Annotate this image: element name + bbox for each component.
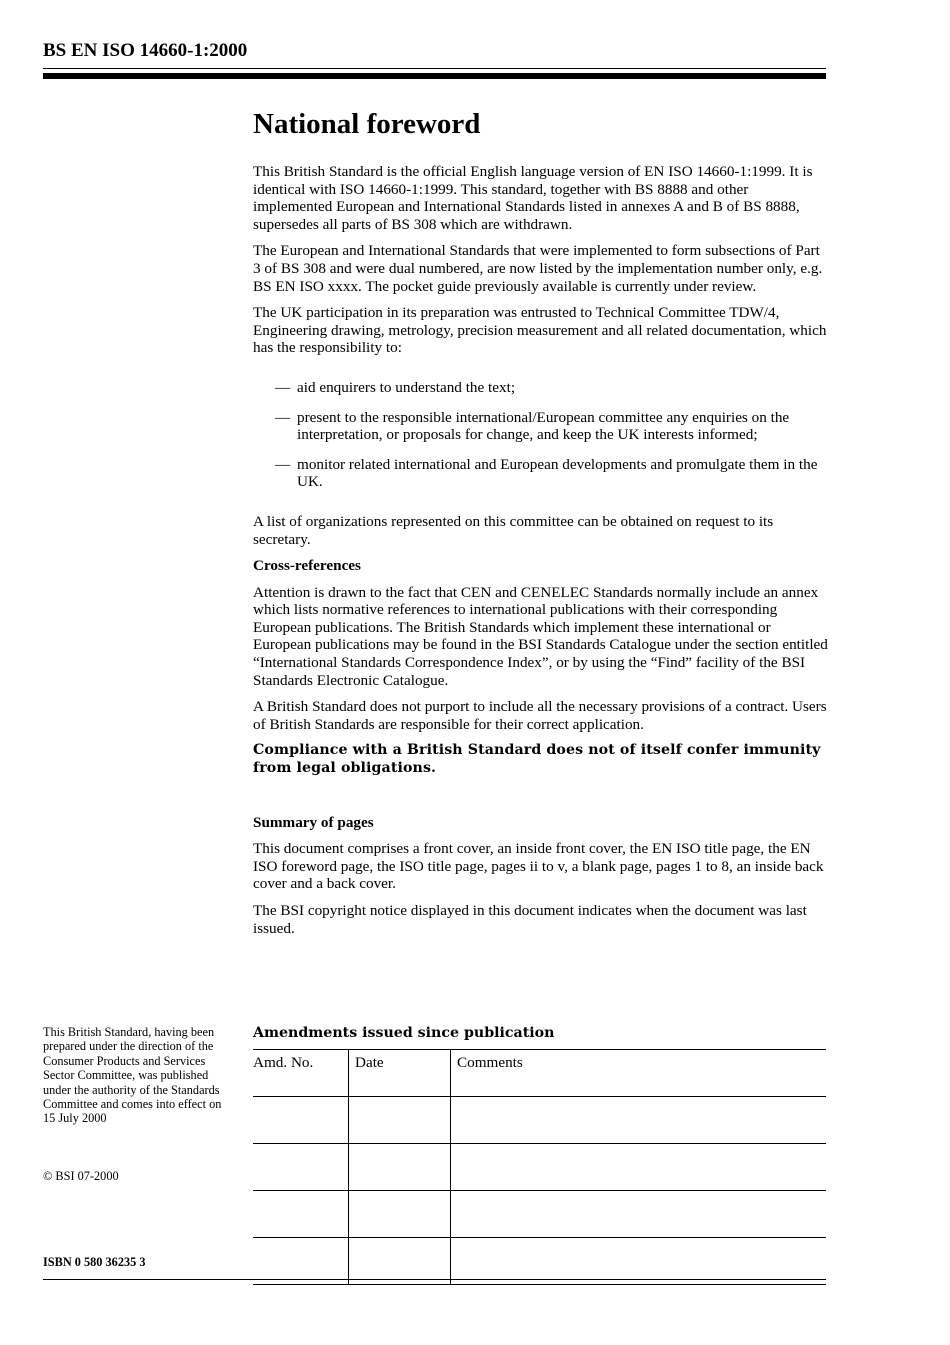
- document-id-header: BS EN ISO 14660-1:2000: [43, 40, 248, 61]
- table-cell: [253, 1191, 349, 1238]
- table-header-row: [253, 1050, 826, 1097]
- isbn: ISBN 0 580 36235 3: [43, 1255, 146, 1269]
- paragraph-organizations: A list of organizations represented on this committee can be obtained on request to its secretary.: [253, 512, 774, 548]
- table-cell: [349, 1097, 451, 1144]
- table-cell: [349, 1191, 451, 1238]
- table-cell: [253, 1097, 349, 1144]
- list-item-text: aid enquirers to understand the text;: [297, 378, 516, 396]
- dash-bullet: —: [275, 455, 291, 473]
- paragraph-dual-numbered: The European and International Standards that were implemented to form subsections of Part 3 of BS 308 and were dual numbered, are now listed by the implementation number only, e.g. BS EN ISO xxxx. The pocket guide previously available is currently under review.: [253, 242, 823, 295]
- list-item: [253, 379, 828, 397]
- copyright-notice: © BSI 07-2000: [43, 1169, 119, 1183]
- paragraph-provisions: A British Standard does not purport to include all the necessary provisions of a contract. Users of British Standards are responsible for their correct application.: [253, 698, 827, 733]
- table-row: [253, 1097, 826, 1144]
- amendments-table: [253, 1049, 826, 1285]
- dash-bullet: —: [275, 378, 291, 396]
- paragraph-summary: This document comprises a front cover, an inside front cover, the EN ISO title page, the EN ISO foreword page, the ISO title page, pages ii to v, a blank page, pages 1 to 8, an inside back cover and a back cover.: [253, 840, 824, 893]
- amendments-section: [253, 1024, 826, 1285]
- paragraph-committee: The UK participation in its preparation was entrusted to Technical Committee TDW/4, Engineering drawing, metrology, precision measurement and all related documentation, which has the responsibility to:: [253, 304, 827, 357]
- footer-rule: [43, 1279, 826, 1280]
- dash-bullet: —: [275, 408, 291, 426]
- compliance-statement: Compliance with a British Standard does not of itself confer immunity from legal obligations.: [253, 742, 821, 777]
- table-row: [253, 1238, 826, 1285]
- main-content: [253, 107, 828, 946]
- responsibility-list: [253, 379, 828, 491]
- header-rule-thick: [43, 73, 826, 79]
- header-rule-thin: [43, 68, 826, 69]
- table-row: [253, 1191, 826, 1238]
- table-row: [253, 1144, 826, 1191]
- summary-of-pages-heading: Summary of pages: [253, 813, 374, 831]
- cross-references-heading: Cross-references: [253, 557, 361, 575]
- table-cell: [451, 1238, 827, 1285]
- table-cell: [349, 1144, 451, 1191]
- column-header-date: Date: [349, 1050, 451, 1097]
- publication-note: This British Standard, having been prepared under the direction of the Consumer Products and Services Sector Committee, was published under the authority of the Standards Committee and comes into effect on 15 July 2000: [43, 1025, 222, 1126]
- list-item: [253, 409, 828, 444]
- column-header-comments: Comments: [451, 1050, 827, 1097]
- column-header-amd-no: Amd. No.: [253, 1050, 349, 1097]
- list-item-text: present to the responsible international/European committee any enquiries on the interpretation, or proposals for change, and keep the UK interests informed;: [297, 408, 790, 444]
- spacer: [253, 787, 828, 814]
- table-cell: [451, 1097, 827, 1144]
- paragraph-intro: This British Standard is the official English language version of EN ISO 14660-1:1999. It is identical with ISO 14660-1:1999. This standard, together with BS 8888 and other implemented European and International Standards listed in annexes A and B of BS 8888, supersedes all parts of BS 308 which are withdrawn.: [253, 163, 813, 233]
- table-cell: [451, 1144, 827, 1191]
- table-cell: [451, 1191, 827, 1238]
- list-item: [253, 456, 828, 491]
- page-title: National foreword: [253, 108, 481, 140]
- table-cell: [253, 1144, 349, 1191]
- list-item-text: monitor related international and European developments and promulgate them in the UK.: [297, 455, 818, 491]
- table-cell: [349, 1238, 451, 1285]
- amendments-title: Amendments issued since publication: [253, 1025, 555, 1041]
- paragraph-copyright-notice: The BSI copyright notice displayed in this document indicates when the document was last issued.: [253, 902, 807, 937]
- paragraph-cross-references: Attention is drawn to the fact that CEN and CENELEC Standards normally include an annex which lists normative references to international publications with their corresponding European publications. The British Standards which implement these international or European publications may be found in the BSI Standards Catalogue under the section entitled “International Standards Correspondence Index”, or by using the “Find” facility of the BSI Standards Electronic Catalogue.: [253, 583, 828, 689]
- table-cell: [253, 1238, 349, 1285]
